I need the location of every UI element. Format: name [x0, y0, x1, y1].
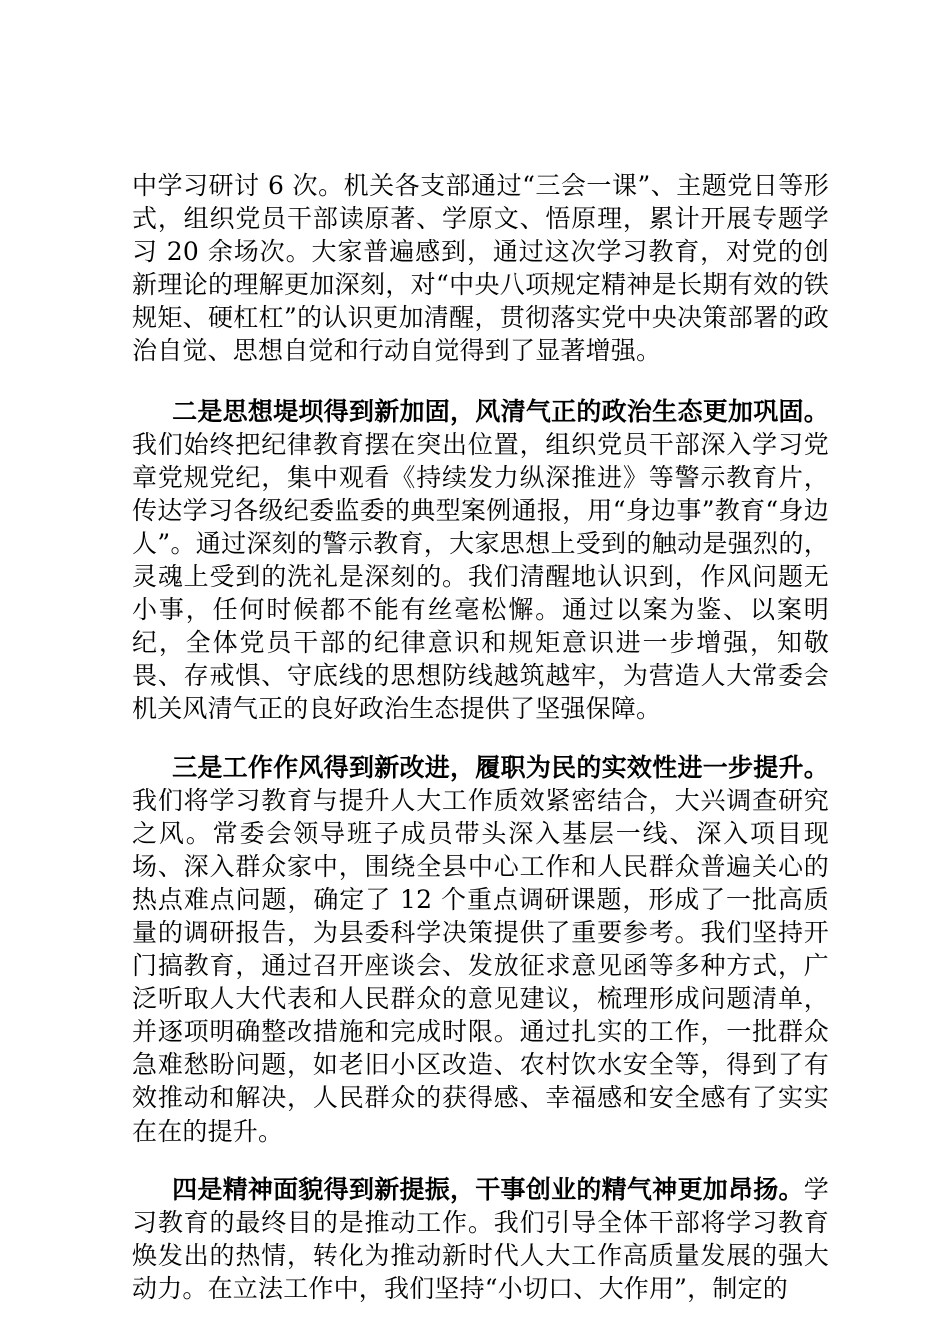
document-body [132, 169, 829, 1330]
paragraph-2-heading: 二是思想堤坝得到新加固，风清气正的政治生态更加巩固。 [172, 396, 829, 426]
paragraph-4-heading: 四是精神面貌得到新提振，干事创业的精气神更加昂扬。 [172, 1174, 804, 1204]
paragraph-1 [132, 169, 829, 368]
paragraph-2 [132, 395, 829, 726]
paragraph-3 [132, 751, 829, 1148]
paragraph-2-body: 我们始终把纪律教育摆在突出位置，组织党员干部深入学习党章党规党纪，集中观看《持续发力纵深推进》等警示教育片，传达学习各级纪委监委的典型案例通报，用“身边事”教育“身边人”。通过深刻的警示教育，大家思想上受到的触动是强烈的，灵魂上受到的洗礼是深刻的。我们清醒地认识到，作风问题无小事，任何时候都不能有丝毫松懈。通过以案为鉴、以案明纪，全体党员干部的纪律意识和规矩意识进一步增强，知敬畏、存戒惧、守底线的思想防线越筑越牢，为营造人大常委会机关风清气正的良好政治生态提供了坚强保障。 [132, 429, 829, 724]
paragraph-4-body: 学习教育的最终目的是推动工作。我们引导全体干部将学习教育焕发出的热情，转化为推动新时代人大工作高质量发展的强大动力。在立法工作中，我们坚持“小切口、大作用”，制定的 [132, 1174, 829, 1303]
paragraph-3-heading: 三是工作作风得到新改进，履职为民的实效性进一步提升。 [172, 752, 829, 782]
paragraph-4 [132, 1173, 829, 1305]
paragraph-3-body: 我们将学习教育与提升人大工作质效紧密结合，大兴调查研究之风。常委会领导班子成员带头深入基层一线、深入项目现场、深入群众家中，围绕全县中心工作和人民群众普遍关心的热点难点问题，确定了 12 个重点调研课题，形成了一批高质量的调研报告，为县委科学决策提供了重要参考。我们坚持开门搞教育，通过召开座谈会、发放征求意见函等多种方式，广泛听取人大代表和人民群众的意见建议，梳理形成问题清单，并逐项明确整改措施和完成时限。通过扎实的工作，一批群众急难愁盼问题，如老旧小区改造、农村饮水安全等，得到了有效推动和解决，人民群众的获得感、幸福感和安全感有了实实在在的提升。 [132, 785, 829, 1146]
paragraph-1-body: 中学习研讨 6 次。机关各支部通过“三会一课”、主题党日等形式，组织党员干部读原著、学原文、悟原理，累计开展专题学习 20 余场次。大家普遍感到，通过这次学习教育，对党的创新理论的理解更加深刻，对“中央八项规定精神是长期有效的铁规矩、硬杠杠”的认识更加清醒，贯彻落实党中央决策部署的政治自觉、思想自觉和行动自觉得到了显著增强。 [132, 171, 829, 366]
